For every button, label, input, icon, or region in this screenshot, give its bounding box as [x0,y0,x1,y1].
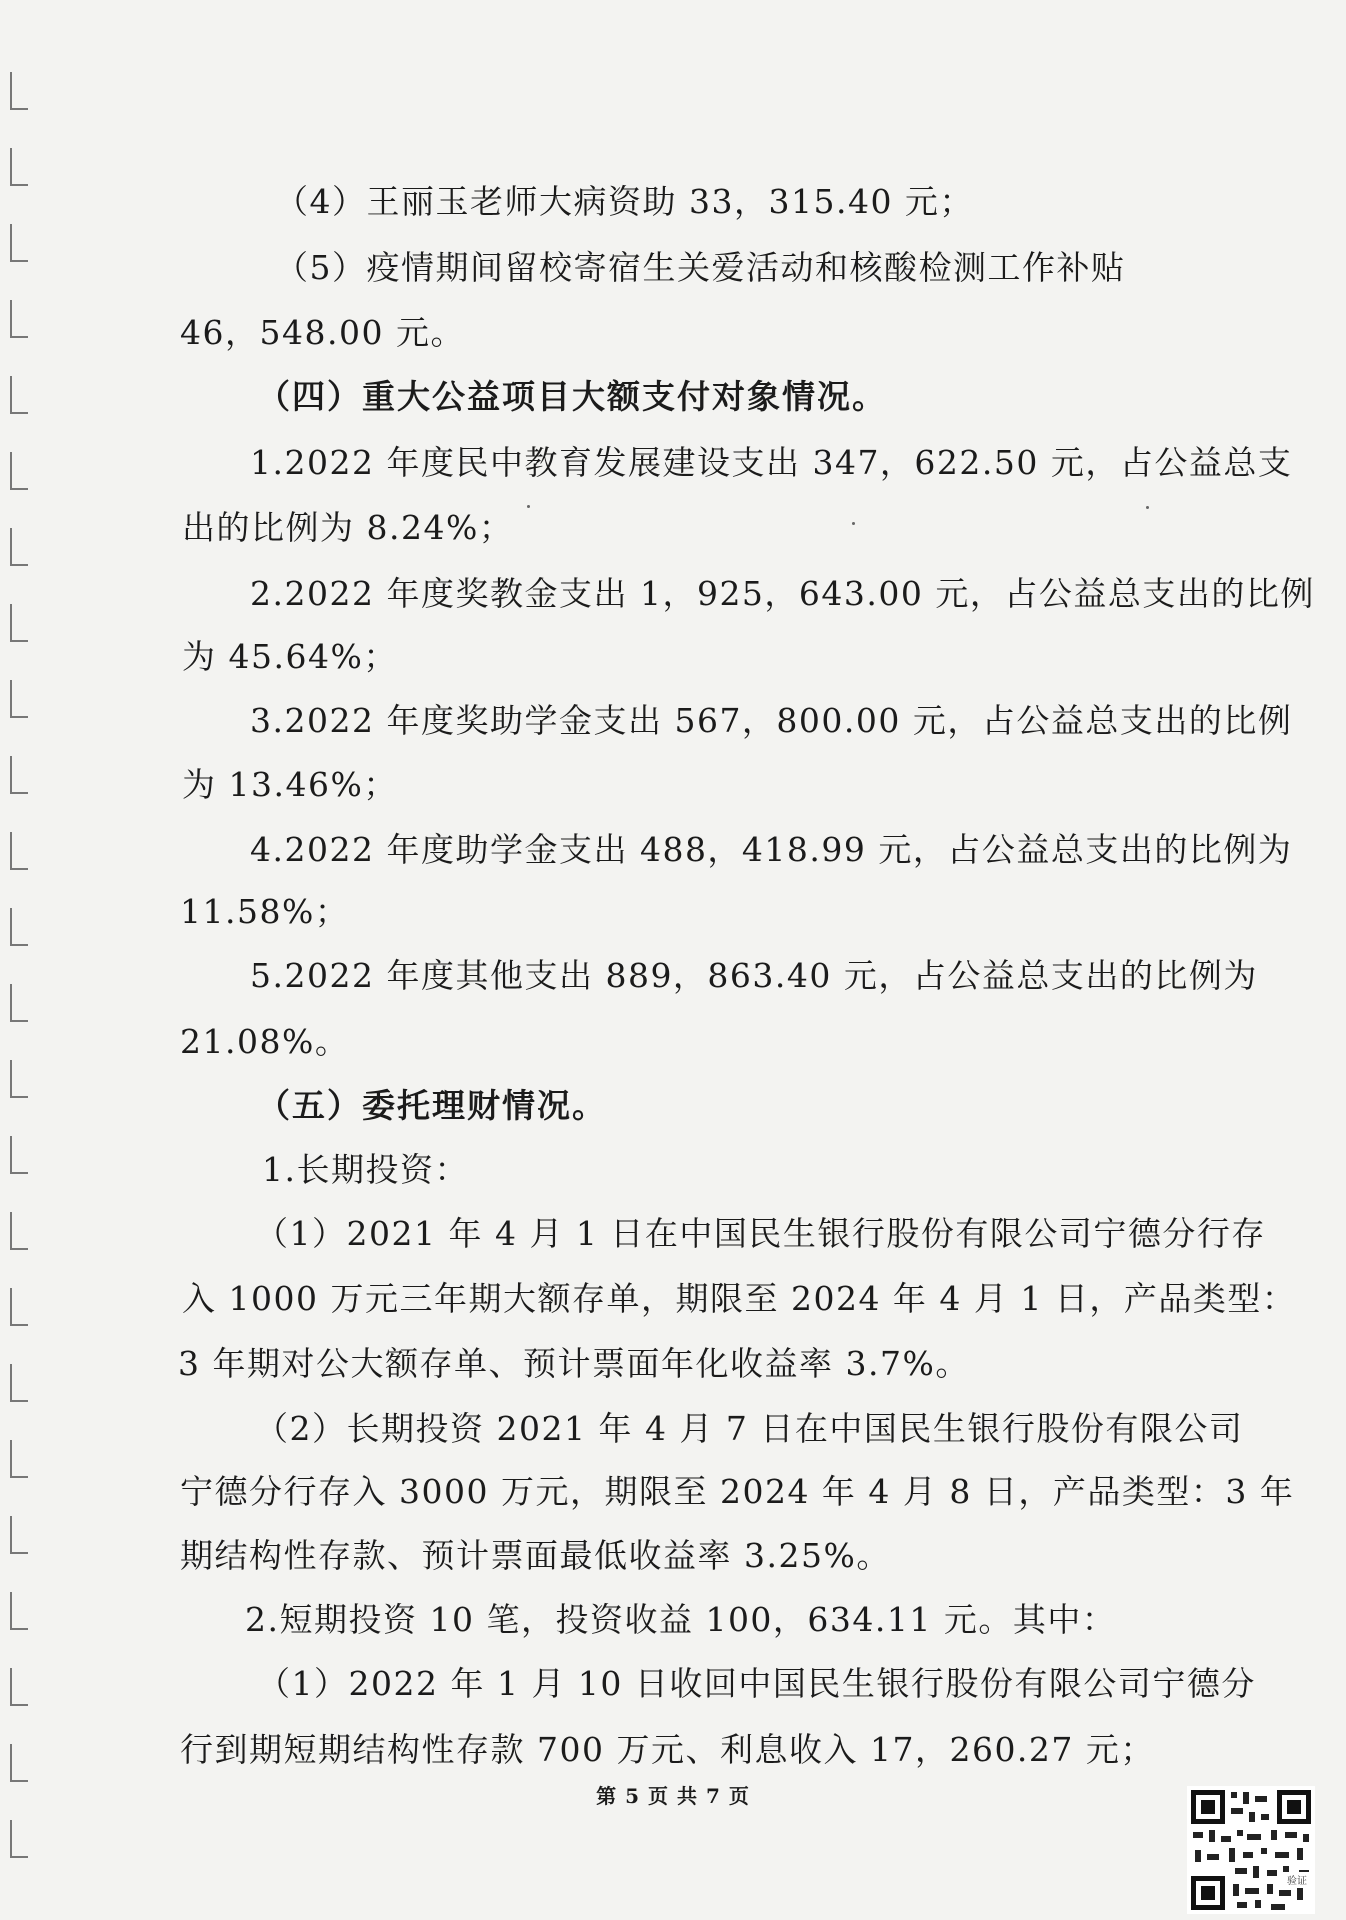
section-heading: （五）委托理财情况。 [257,1086,607,1125]
speck [852,522,855,525]
text-line: 为 13.46%； [182,765,398,804]
text-line: 为 45.64%； [182,637,398,676]
text-line: 宁德分行存入 3000 万元，期限至 2024 年 4 月 8 日，产品类型：3 年 [180,1472,1295,1511]
text-line: （1）2021 年 4 月 1 日在中国民生银行股份有限公司宁德分行存 [255,1214,1266,1253]
text-line: 1.2022 年度民中教育发展建设支出 347，622.50 元，占公益总支 [250,443,1293,482]
text-line: 行到期短期结构性存款 700 万元、利息收入 17，260.27 元； [180,1730,1155,1769]
text-line: 11.58%； [180,892,350,931]
text-line: 3.2022 年度奖助学金支出 567，800.00 元，占公益总支出的比例 [250,701,1293,740]
speck [527,505,530,508]
text-line: 1.长期投资： [262,1150,469,1189]
qr-code-icon [1187,1786,1315,1914]
speck [1146,506,1149,509]
page-number: 第 5 页 共 7 页 [596,1784,750,1808]
text-line: （2）长期投资 2021 年 4 月 7 日在中国民生银行股份有限公司 [255,1409,1244,1448]
qr-label: 验证 [1287,1876,1307,1887]
text-line: 出的比例为 8.24%； [182,508,514,547]
binding-marks [0,0,40,1920]
text-line: 2.短期投资 10 笔，投资收益 100，634.11 元。其中： [245,1600,1117,1639]
text-line: 3 年期对公大额存单、预计票面年化收益率 3.7%。 [178,1344,970,1383]
text-line: 入 1000 万元三年期大额存单，期限至 2024 年 4 月 1 日，产品类型： [182,1279,1297,1318]
text-line: 4.2022 年度助学金支出 488，418.99 元，占公益总支出的比例为 [250,830,1293,869]
text-line: 21.08%。 [180,1022,350,1061]
text-line: （5）疫情期间留校寄宿生关爱活动和核酸检测工作补贴 [275,248,1126,287]
text-line: （1）2022 年 1 月 10 日收回中国民生银行股份有限公司宁德分 [257,1664,1256,1703]
text-line: 46，548.00 元。 [180,313,465,352]
text-line: 期结构性存款、预计票面最低收益率 3.25%。 [180,1536,891,1575]
text-line: 2.2022 年度奖教金支出 1，925，643.00 元，占公益总支出的比例 [250,574,1315,613]
text-line: 5.2022 年度其他支出 889，863.40 元，占公益总支出的比例为 [250,956,1258,995]
text-line: （4）王丽玉老师大病资助 33，315.40 元； [275,182,974,221]
section-heading: （四）重大公益项目大额支付对象情况。 [257,377,887,416]
